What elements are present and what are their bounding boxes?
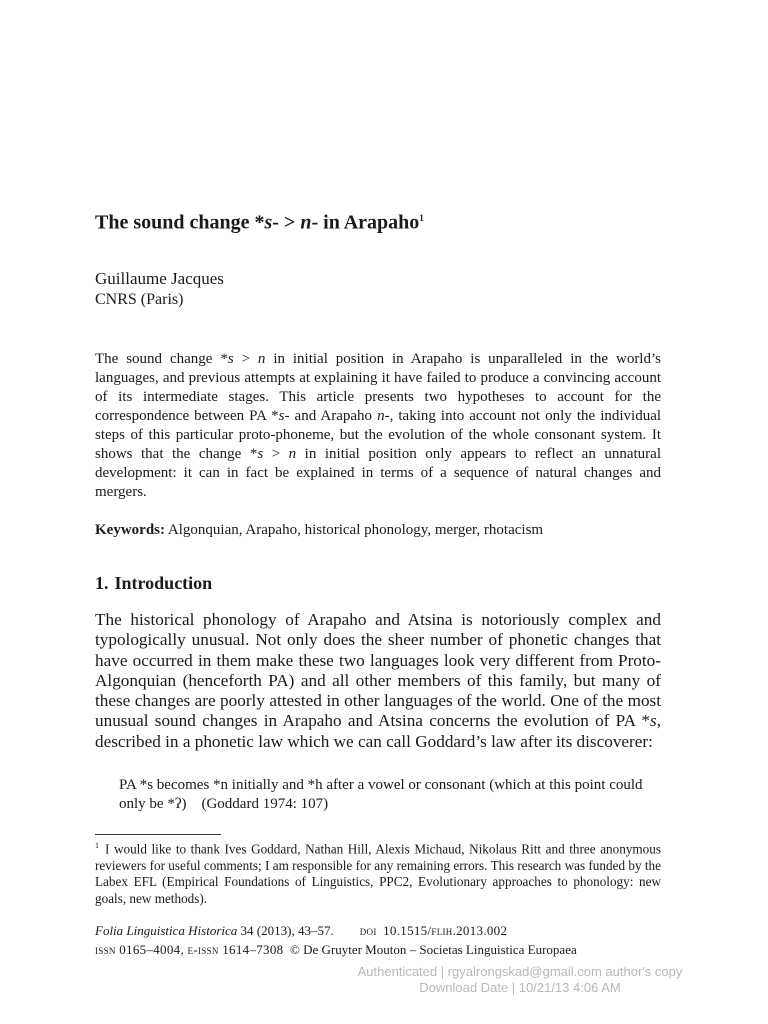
title-italic-s: s [264,211,273,234]
issn-numbers: issn 0165–4004, e-issn 1614–7308 [95,942,284,957]
quote-text: PA *s becomes *n initially and *h after a vowel or consonant (which at this point could only be *ʔ) [119,777,643,812]
abstract-text: in initial position in Arapaho is unparalleled in the world’s languages, and previous attempts at explaining it have failed to produce a convincing account of its intermediate stages. This article presents two hypotheses to account for the correspondence between PA * [95,351,661,424]
abstract-italic: s [257,446,264,462]
abstract-italic: s [227,351,234,367]
doi-label: doi [359,923,377,938]
keywords [95,520,661,540]
abstract-text: in initial position only appears to reflect an unnatural development: it can in fact be explained in terms of a sequence of natural changes and mergers. [95,446,661,500]
body-italic: s [650,711,657,731]
publisher-line: © De Gruyter Mouton – Societas Linguistica Europaea [289,942,577,957]
journal-volume-pages: 34 (2013), 43–57. [237,923,334,938]
body-paragraph [95,610,661,752]
title-text-mid: - > [272,211,301,234]
title-italic-n: n [300,211,312,234]
abstract-italic: n [288,446,297,462]
article-title [95,204,661,237]
journal-citation [95,922,661,940]
quote-citation: (Goddard 1974: 107) [201,796,329,812]
author-name: Guillaume Jacques [95,269,224,288]
keywords-label: Keywords: [95,522,165,538]
body-text: , described in a phonetic law which we can call Goddard’s law after its discoverer: [95,711,661,751]
section-number: 1. [95,573,109,593]
journal-issn [95,941,695,959]
body-text: The historical phonology of Arapaho and Atsina is notoriously complex and typologically unusual. Not only does the sheer number of phonetic changes that have occurred in them make these two languages look very different from Proto-Algonquian (henceforth PA) and all other members of this family, but many of these changes are poorly attested in other languages of the world. One of the most unusual sound changes in Arapaho and Atsina concerns the evolution of PA * [95,610,661,731]
abstract-italic: s [278,408,285,424]
abstract-italic: n [377,408,385,424]
footnote-text: I would like to thank Ives Goddard, Nathan Hill, Alexis Michaud, Nikolaus Ritt and three anonymous reviewers for useful comments; I am responsible for any remaining errors. This research was funded by the Labex EFL (Empirical Foundations of Linguistics, PPC2, Evolutionary approaches to phonology: new goals, new methods). [95,841,661,906]
footnote-marker: 1 [95,841,99,850]
title-text-prefix: The sound change * [95,211,265,234]
abstract [95,350,661,502]
title-text-suffix: - in Arapaho [311,211,420,234]
abstract-italic: n [257,351,266,367]
section-heading [95,571,212,595]
footnote [95,838,661,907]
abstract-text: > [263,446,289,462]
abstract-text: The sound change * [95,351,228,367]
watermark-authentication: Authenticated | rgyalrongskad@gmail.com author's copy [357,964,683,979]
journal-name: Folia Linguistica Historica [95,923,238,938]
footnote-divider [95,834,221,835]
abstract-text: - and Arapaho [284,408,378,424]
title-footnote-marker: 1 [419,213,424,223]
block-quote [119,776,661,814]
abstract-text: -, taking into account not only the individual steps of this particular proto-phoneme, but the evolution of the whole consonant system. It shows that the change * [95,408,662,462]
watermark-download-date: Download Date | 10/21/13 4:06 AM [419,980,621,995]
doi-value[interactable]: 10.1515/flih.2013.002 [383,923,508,938]
section-title: Introduction [114,573,213,593]
abstract-text: > [233,351,258,367]
author-affiliation: CNRS (Paris) [95,291,184,308]
keywords-list: Algonquian, Arapaho, historical phonology, merger, rhotacism [165,522,544,538]
